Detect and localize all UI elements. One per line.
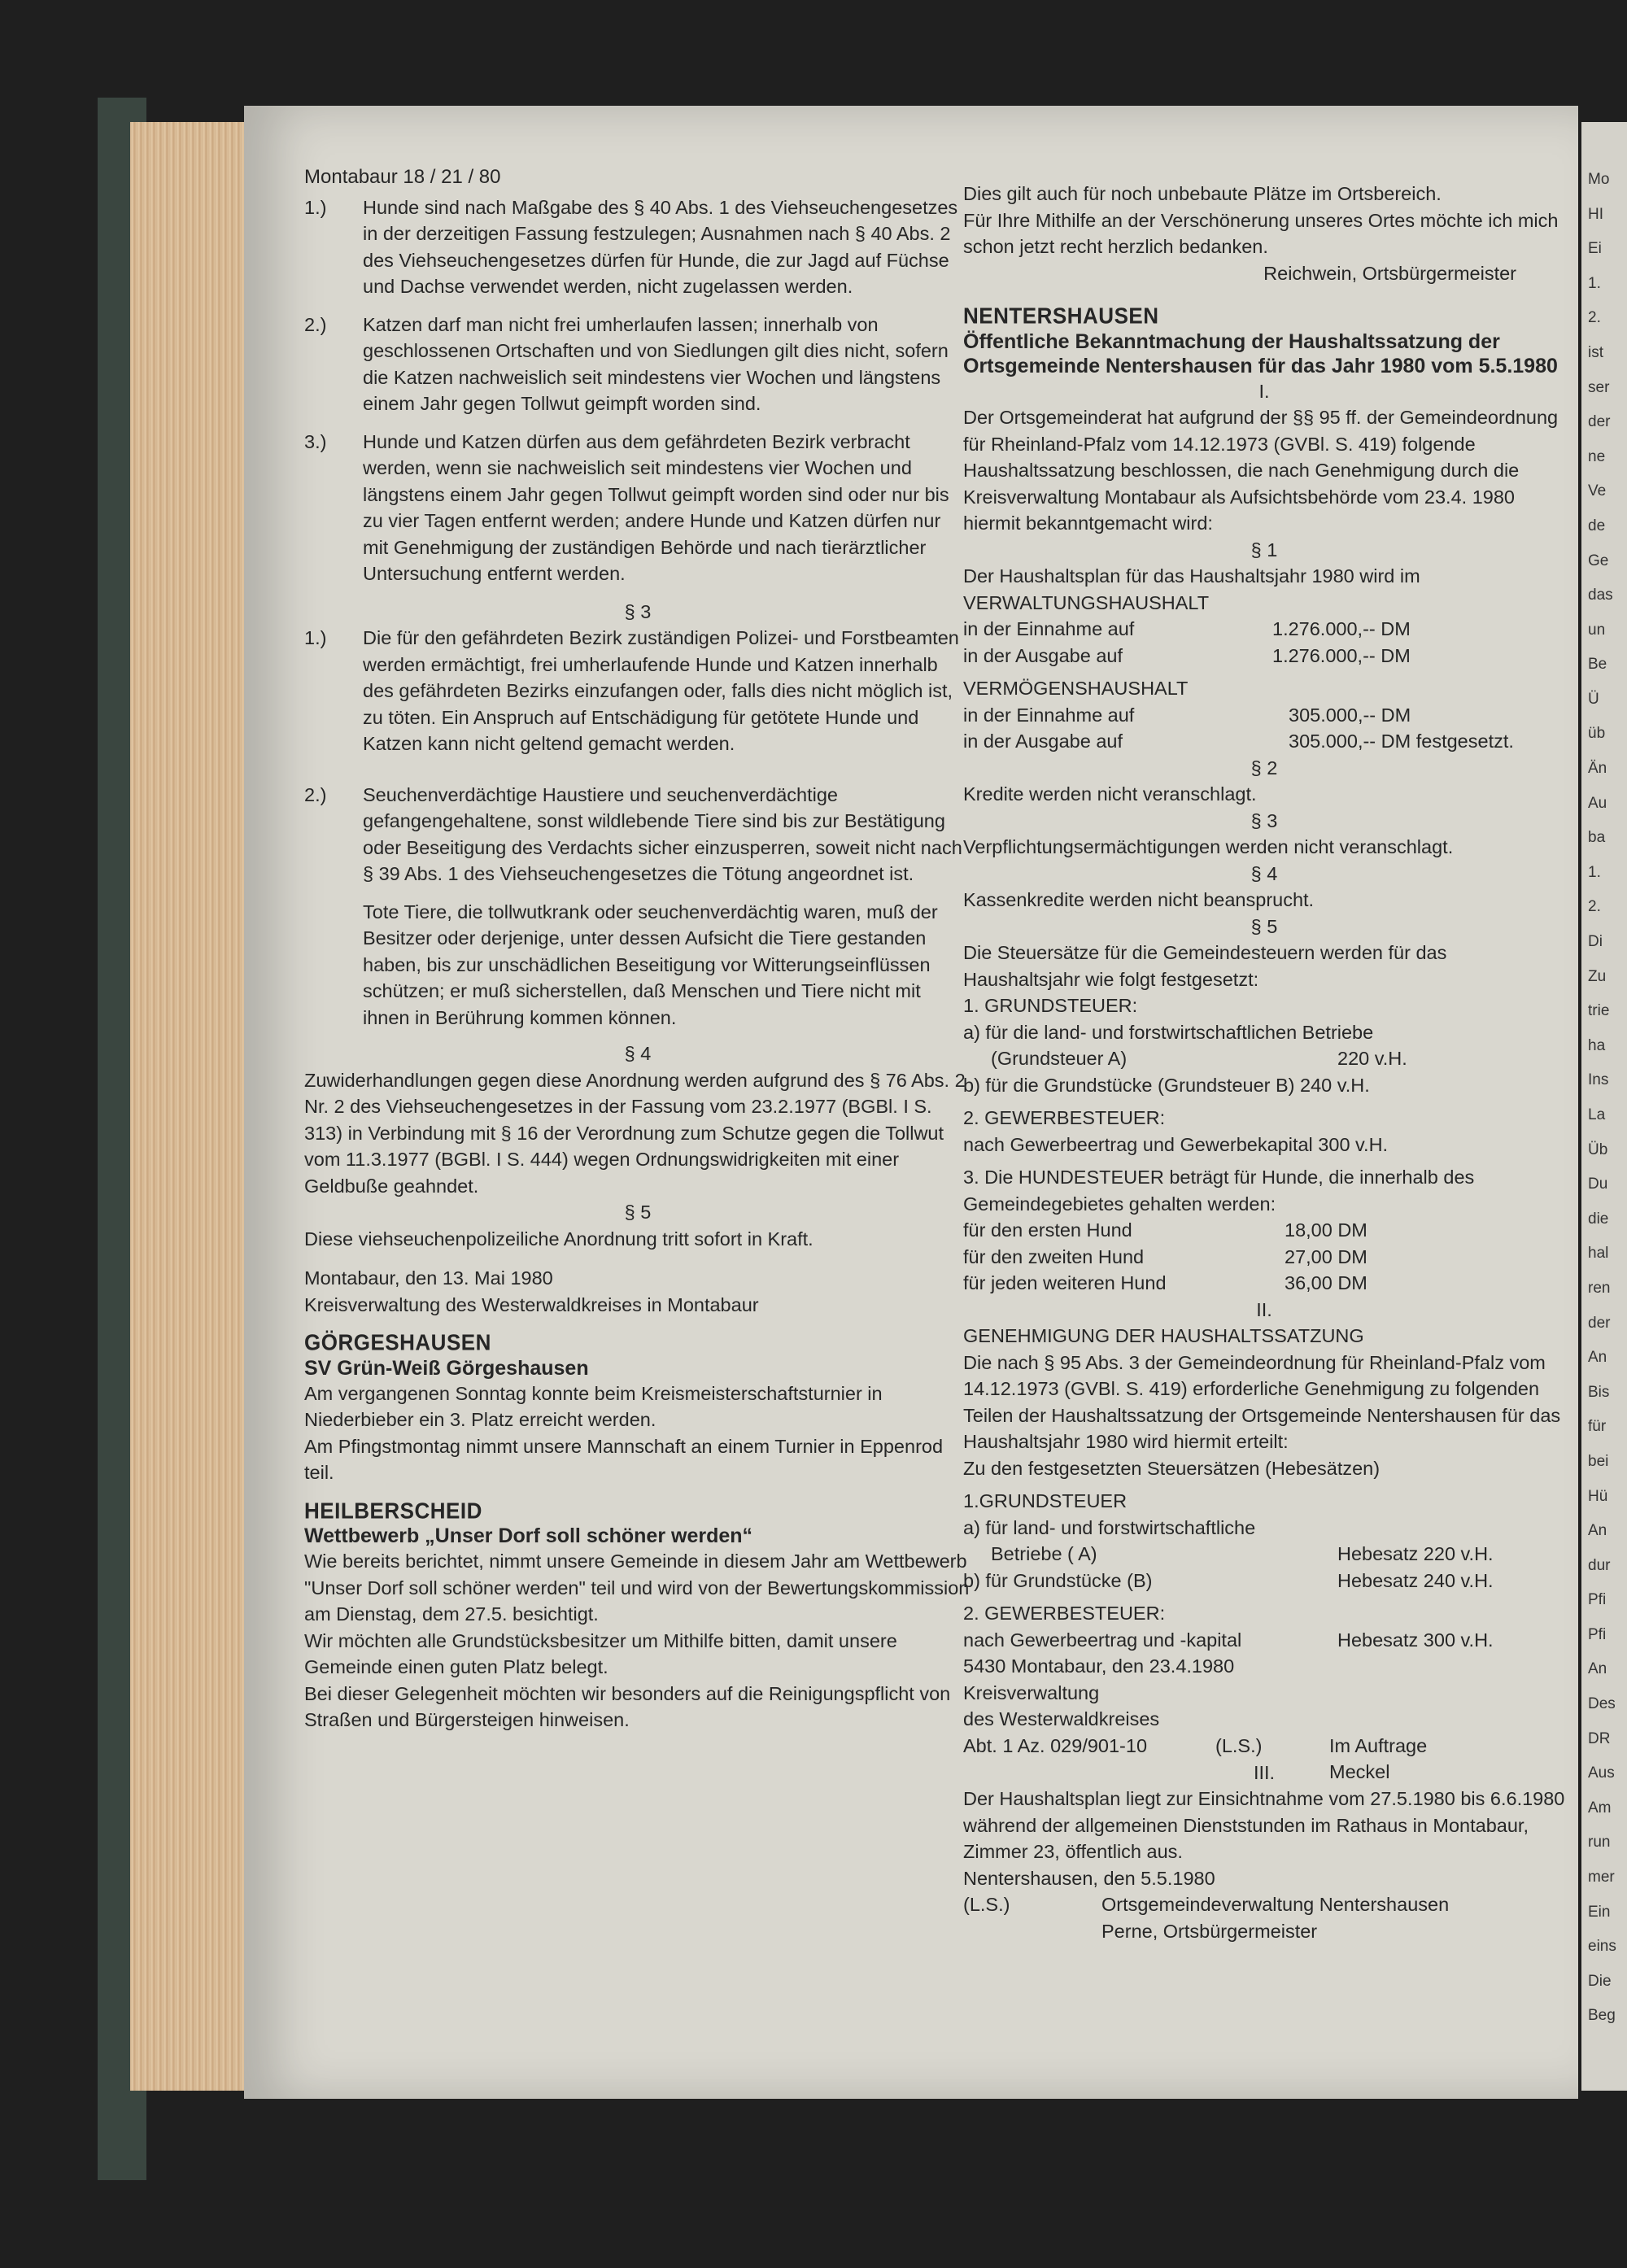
adjacent-page-fragment: Ei xyxy=(1588,240,1602,258)
adjacent-page-fragment: Mo xyxy=(1588,171,1610,188)
paragraph: Wie bereits berichtet, nimmt unsere Gemeinde in diesem Jahr am Wettbewerb "Unser Dorf soll schöner werden" teil und wird von der Bewertungskommission am Dienstag, dem 27.5. besichtigt. xyxy=(304,1551,970,1625)
adjacent-page-fragment: Zu xyxy=(1588,967,1607,985)
sub-heading: Öffentliche Bekanntmachung der Haushaltssatzung der Ortsgemeinde Nentershausen für das Jahr 1980 vom 5.5.1980 xyxy=(963,329,1558,377)
adjacent-page-fragment: 1. xyxy=(1588,863,1601,881)
dog-tax-row: für den zweiten Hund 27,00 DM xyxy=(963,1245,1367,1267)
section-title: § 3 xyxy=(1250,809,1278,831)
part-number: I. xyxy=(1258,380,1270,402)
adjacent-page-fragment: ne xyxy=(1588,447,1606,465)
paragraph: Der Ortsgemeinderat hat aufgrund der §§ 95 ff. der Gemeindeordnung für Rheinland-Pfalz vom 14.12.1973 (GVBl. S. 419) folgende Haushaltssatzung beschlossen, die nach Genehmigung durch die Kreisverwaltung Montabaur als Aufsichtsbehörde vom 23.4. 1980 hiermit bekanntgemacht wird: xyxy=(963,407,1559,534)
tax-heading: 2. GEWERBESTEUER: xyxy=(963,1107,1166,1128)
tax-heading: 1. GRUNDSTEUER: xyxy=(963,995,1138,1016)
adjacent-page-fragment: Üb xyxy=(1588,1141,1608,1158)
paragraph: Kredite werden nicht veranschlagt. xyxy=(963,783,1257,805)
paragraph: Dies gilt auch für noch unbebaute Plätze im Ortsbereich. xyxy=(963,183,1442,204)
tax-heading: 2. GEWERBESTEUER: xyxy=(963,1603,1166,1624)
paragraph: Am vergangenen Sonntag konnte beim Kreismeisterschaftsturnier in Niederbieber ein 3. Platz erreicht werden. xyxy=(304,1382,883,1430)
authority-line: Kreisverwaltung xyxy=(963,1681,1100,1703)
paragraph: 3. Die HUNDESTEUER beträgt für Hunde, die innerhalb des Gemeindegebietes gehalten werden: xyxy=(963,1167,1475,1215)
date-line: Nentershausen, den 5.5.1980 xyxy=(963,1867,1215,1889)
adjacent-page-fragment: Au xyxy=(1588,794,1607,812)
tax-row: (Grundsteuer A) 220 v.H. xyxy=(991,1048,1407,1069)
signature-line: Reichwein, Ortsbürgermeister xyxy=(1263,262,1516,284)
section-title: § 4 xyxy=(624,1043,652,1064)
paragraph: Kassenkredite werden nicht beansprucht. xyxy=(963,889,1315,910)
document-page xyxy=(244,106,1578,2099)
adjacent-page-fragment: Aus xyxy=(1588,1764,1615,1782)
adjacent-page-fragment: ist xyxy=(1588,343,1603,361)
dog-tax-row: für jeden weiteren Hund 36,00 DM xyxy=(963,1272,1367,1293)
budget-row: in der Ausgabe auf 1.276.000,-- DM xyxy=(963,644,1411,666)
adjacent-page-fragment: Ve xyxy=(1588,482,1607,500)
paragraph: Für Ihre Mithilfe an der Verschönerung unseres Ortes möchte ich mich schon jetzt recht herzlich bedanken. xyxy=(963,209,1559,257)
part-number: III. xyxy=(1253,1761,1276,1783)
section-title: § 5 xyxy=(1250,915,1278,937)
adjacent-page-fragment: An xyxy=(1588,1349,1607,1367)
place-heading: HEILBERSCHEID xyxy=(304,1497,482,1524)
adjacent-page-fragment: hal xyxy=(1588,1245,1609,1263)
adjacent-page-fragment: Hü xyxy=(1588,1487,1608,1505)
section-title: § 4 xyxy=(1250,862,1278,884)
adjacent-page-fragment: de xyxy=(1588,517,1606,534)
paragraph: Der Haushaltsplan für das Haushaltsjahr 1980 wird im xyxy=(963,565,1420,587)
paragraph: Am Pfingstmontag nimmt unsere Mannschaft an einem Turnier in Eppenrod teil. xyxy=(304,1435,944,1483)
stamp-row: Abt. 1 Az. 029/901-10 (L.S.) Im Auftrage xyxy=(963,1734,1428,1756)
tax-row: b) für Grundstücke (B) Hebesatz 240 v.H. xyxy=(963,1569,1494,1591)
list-item: 3.) Hunde und Katzen dürfen aus dem gefährdeten Bezirk verbracht werden, wenn sie nachweislich seit mindestens vier Wochen und längstens einem Jahr gegen Tollwut geimpft worden sind oder nur bis zu vier Tagen entfernt werden; andere Hunde und Katzen dürfen nur mit Genehmigung der zuständigen Behörde und nach tierärztlicher Untersuchung entfernt werden. xyxy=(304,430,949,584)
authority-line: des Westerwaldkreises xyxy=(963,1708,1160,1729)
sub-heading: Wettbewerb „Unser Dorf soll schöner werden“ xyxy=(304,1524,753,1547)
paragraph: Bei dieser Gelegenheit möchten wir besonders auf die Reinigungspflicht von Straßen und Bürgersteigen hinweisen. xyxy=(304,1682,951,1730)
adjacent-page-fragment: DR xyxy=(1588,1729,1611,1747)
adjacent-page-fragment: der xyxy=(1588,413,1611,431)
adjacent-page-fragment: La xyxy=(1588,1106,1606,1123)
adjacent-page-fragment: bei xyxy=(1588,1452,1609,1470)
adjacent-page-fragment: Bis xyxy=(1588,1383,1610,1401)
adjacent-page-fragment: 1. xyxy=(1588,274,1601,292)
adjacent-page-fragment: An xyxy=(1588,1660,1607,1678)
adjacent-page-fragment: das xyxy=(1588,587,1613,604)
date-line: Montabaur, den 13. Mai 1980 xyxy=(304,1267,553,1289)
adjacent-page-fragment: dur xyxy=(1588,1556,1611,1574)
tax-row: Betriebe ( A) Hebesatz 220 v.H. xyxy=(991,1543,1494,1564)
authority-line: Kreisverwaltung des Westerwaldkreises in Montabaur xyxy=(304,1293,759,1315)
list-item: 1.) Die für den gefährdeten Bezirk zuständigen Polizei- und Forstbeamten werden ermächtigt, frei umherlaufende Hunde und Katzen innerhalb des gefährdeten Bezirks einzufangen oder, falls dies nicht möglich ist, zu töten. Ein Anspruch auf Entschädigung für getötete Hunde und Katzen kann nicht geltend gemacht werden. xyxy=(304,627,959,754)
adjacent-page-fragment: 2. xyxy=(1588,898,1601,916)
adjacent-page-fragment: run xyxy=(1588,1834,1611,1851)
adjacent-page-fragment: Des xyxy=(1588,1695,1616,1713)
page-stack-edge xyxy=(130,122,252,2091)
adjacent-page-fragment: eins xyxy=(1588,1938,1616,1956)
paragraph: Der Haushaltsplan liegt zur Einsichtnahme vom 27.5.1980 bis 6.6.1980 während der allgemeinen Dienststunden im Rathaus in Montabaur, Zimmer 23, öffentlich aus. xyxy=(963,1788,1565,1862)
adjacent-page-fragment: für xyxy=(1588,1418,1607,1436)
adjacent-page-fragment: Pfi xyxy=(1588,1591,1607,1609)
adjacent-page-fragment: Pfi xyxy=(1588,1625,1607,1643)
paragraph: Tote Tiere, die tollwutkrank oder seuchenverdächtig waren, muß der Besitzer oder derjenige, unter dessen Aufsicht die Tiere gestanden haben, bis zur unschädlichen Beseitigung vor Witterungseinflüssen schützen; er muß sicherstellen, daß Menschen und Tiere nicht mit ihnen in Berührung kommen können. xyxy=(363,901,938,1028)
budget-heading: VERWALTUNGSHAUSHALT xyxy=(963,591,1210,613)
section-title: § 5 xyxy=(624,1202,652,1223)
adjacent-page-fragment: Am xyxy=(1588,1799,1612,1817)
list-item: 1.) Hunde sind nach Maßgabe des § 40 Abs. 1 des Viehseuchengesetzes in der derzeitigen Fassung festzulegen; Ausnahmen nach § 40 Abs. 2 des Viehseuchengesetzes dürfen für Hunde, die zur Jagd auf Füchse und Dachse verwendet werden, nicht zugelassen werden. xyxy=(304,196,958,297)
adjacent-page-fragment: der xyxy=(1588,1314,1611,1332)
paragraph: Wir möchten alle Grundstücksbesitzer um Mithilfe bitten, damit unsere Gemeinde einen guten Platz belegt. xyxy=(304,1629,897,1677)
left-column xyxy=(304,164,971,1734)
paragraph: Zu den festgesetzten Steuersätzen (Hebesätzen) xyxy=(963,1457,1381,1479)
signature-row: Perne, Ortsbürgermeister xyxy=(1101,1920,1318,1942)
paragraph: Zuwiderhandlungen gegen diese Anordnung werden aufgrund des § 76 Abs. 2 Nr. 2 des Viehseuchengesetzes in der Fassung vom 23.2.1977 (BGBl. I S. 313) in Verbindung mit § 16 der Verordnung zum Schutze gegen die Tollwut vom 11.3.1977 (BGBl. I S. 444) wegen Ordnungswidrigkeiten mit einer Geldbuße geahndet. xyxy=(304,1069,966,1197)
stamp-row: Meckel xyxy=(1329,1761,1390,1782)
adjacent-page-fragment: Beg xyxy=(1588,2007,1616,2025)
sub-heading: SV Grün-Weiß Görgeshausen xyxy=(304,1356,589,1380)
part-number: II. xyxy=(1256,1298,1272,1320)
paragraph: Die nach § 95 Abs. 3 der Gemeindeordnung für Rheinland-Pfalz vom 14.12.1973 (GVBl. S. 419) erforderliche Genehmigung zu folgenden Teilen der Haushaltssatzung der Ortsgemeinde Nentershausen für das Haushaltsjahr 1980 wird hiermit erteilt: xyxy=(963,1351,1561,1452)
adjacent-page-fragment: Di xyxy=(1588,933,1603,951)
budget-heading: VERMÖGENSHAUSHALT xyxy=(963,678,1189,699)
budget-row: in der Einnahme auf 1.276.000,-- DM xyxy=(963,618,1411,639)
signature-row: (L.S.) Ortsgemeindeverwaltung Nentershausen xyxy=(963,1894,1450,1915)
adjacent-page-fragment: die xyxy=(1588,1210,1609,1228)
adjacent-page-fragment: üb xyxy=(1588,725,1606,743)
section-title: § 1 xyxy=(1250,539,1278,560)
budget-row: in der Einnahme auf 305.000,-- DM xyxy=(963,704,1411,726)
right-column xyxy=(963,181,1565,1944)
adjacent-page-fragment: ba xyxy=(1588,829,1606,847)
adjacent-page-fragment: Än xyxy=(1588,760,1607,778)
paragraph: Die Steuersätze für die Gemeindesteuern werden für das Haushaltsjahr wie folgt festgesetzt: xyxy=(963,942,1447,990)
section-heading: GENEHMIGUNG DER HAUSHALTSSATZUNG xyxy=(963,1325,1364,1346)
section-title: § 3 xyxy=(624,600,652,622)
adjacent-page-fragment: un xyxy=(1588,621,1606,639)
dog-tax-row: für den ersten Hund 18,00 DM xyxy=(963,1219,1367,1241)
section-title: § 2 xyxy=(1250,757,1278,779)
place-heading: NENTERSHAUSEN xyxy=(963,302,1159,329)
paragraph: Verpflichtungsermächtigungen werden nicht veranschlagt. xyxy=(963,836,1454,857)
adjacent-page-strip xyxy=(1581,122,1627,2091)
adjacent-page-fragment: ren xyxy=(1588,1279,1611,1297)
adjacent-page-fragment: Be xyxy=(1588,656,1607,674)
tax-line: a) für die land- und forstwirtschaftlichen Betriebe xyxy=(963,1021,1374,1043)
adjacent-page-fragment: trie xyxy=(1588,1002,1610,1020)
tax-heading: 1.GRUNDSTEUER xyxy=(963,1490,1128,1511)
adjacent-page-fragment: Ins xyxy=(1588,1071,1609,1089)
adjacent-page-fragment: Die xyxy=(1588,1972,1612,1990)
adjacent-page-fragment: An xyxy=(1588,1522,1607,1540)
budget-row: in der Ausgabe auf 305.000,-- DM festgesetzt. xyxy=(963,731,1514,752)
place-date-line: 5430 Montabaur, den 23.4.1980 xyxy=(963,1655,1235,1677)
list-item: 2.) Seuchenverdächtige Haustiere und seuchenverdächtige gefangengehaltene, sonst wildlebende Tiere sind bis zur Bestätigung oder Beseitigung des Verdachts sicher einzusperren, soweit nicht nach § 39 Abs. 1 des Viehseuchengesetzes die Tötung angeordnet ist. xyxy=(304,783,962,884)
adjacent-page-fragment: Ge xyxy=(1588,552,1609,569)
tax-line: a) für land- und forstwirtschaftliche xyxy=(963,1516,1256,1538)
running-header: Montabaur 18 / 21 / 80 xyxy=(304,166,501,188)
adjacent-page-fragment: ser xyxy=(1588,378,1610,396)
adjacent-page-fragment: Ein xyxy=(1588,1903,1611,1921)
list-item: 2.) Katzen darf man nicht frei umherlaufen lassen; innerhalb von geschlossenen Ortschaften und von Siedlungen gilt dies nicht, sofern die Katzen nachweislich seit mindestens vier Wochen und längstens einem Jahr gegen Tollwut geimpft worden sind. xyxy=(304,313,949,414)
adjacent-page-fragment: mer xyxy=(1588,1869,1615,1886)
adjacent-page-fragment: Du xyxy=(1588,1175,1608,1193)
tax-row: nach Gewerbeertrag und -kapital Hebesatz 300 v.H. xyxy=(963,1629,1494,1651)
tax-line: nach Gewerbeertrag und Gewerbekapital 300 v.H. xyxy=(963,1133,1389,1155)
adjacent-page-fragment: ha xyxy=(1588,1036,1606,1054)
tax-line: b) für die Grundstücke (Grundsteuer B) 240 v.H. xyxy=(963,1074,1370,1096)
paragraph: Diese viehseuchenpolizeiliche Anordnung tritt sofort in Kraft. xyxy=(304,1228,814,1250)
adjacent-page-fragment: HI xyxy=(1588,205,1603,223)
adjacent-page-fragment: 2. xyxy=(1588,309,1601,327)
place-heading: GÖRGESHAUSEN xyxy=(304,1328,491,1356)
adjacent-page-fragment: Ü xyxy=(1588,690,1599,708)
